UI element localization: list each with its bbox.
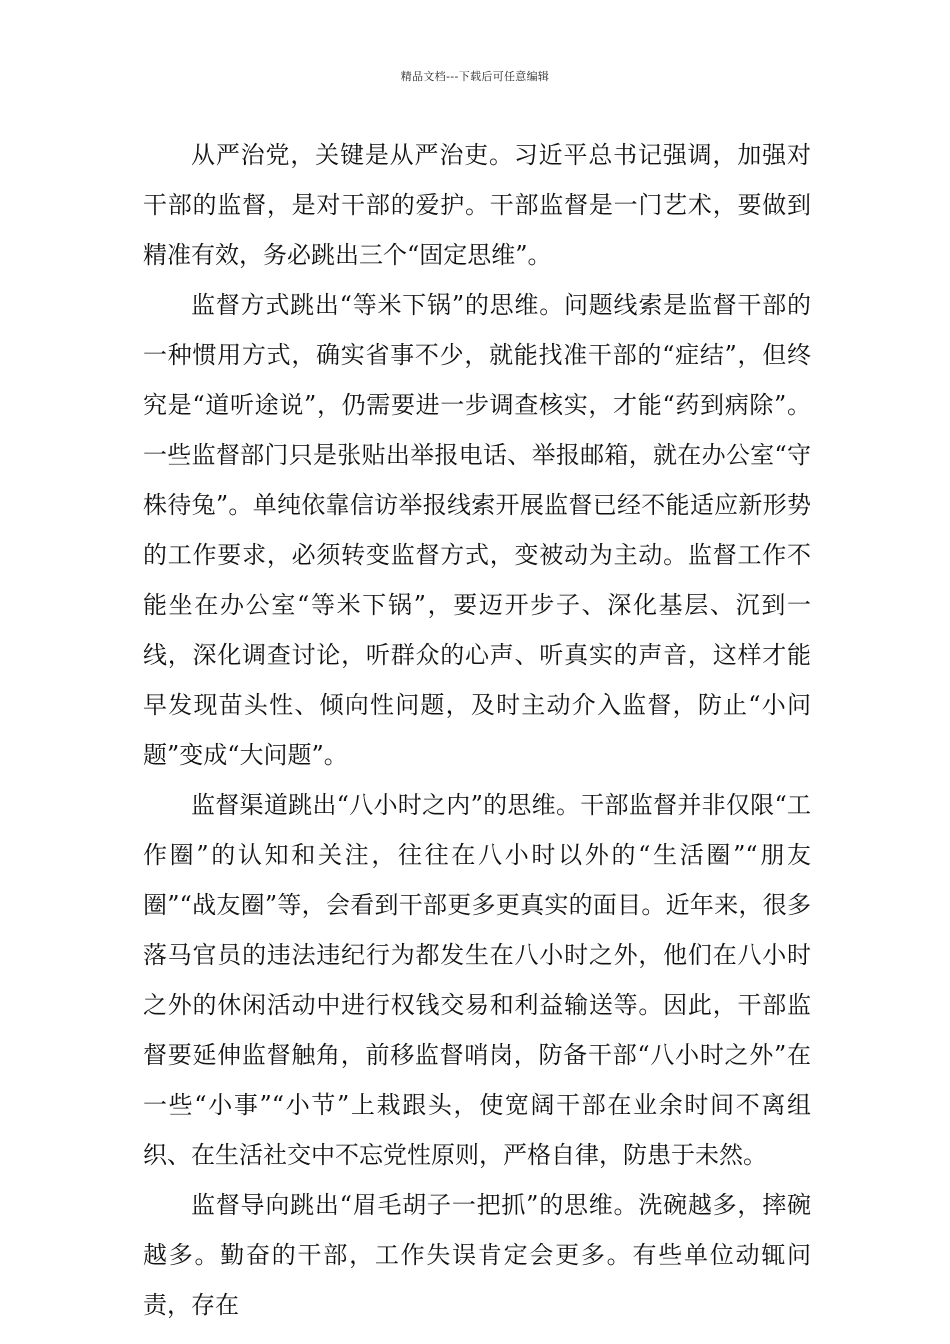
paragraph-supervision-orientation: 监督导向跳出“眉毛胡子一把抓”的思维。洗碗越多，摔碗越多。勤奋的干部，工作失误肯定会更多。有些单位动辄问责，存在 (143, 1191, 811, 1319)
paragraph-supervision-method: 监督方式跳出“等米下锅”的思维。问题线索是监督干部的一种惯用方式，确实省事不少，就能找准干部的“症结”，但终究是“道听途说”，仍需要进一步调查核实，才能“药到病除”。一些监督部门只是张贴出举报电话、举报邮箱，就在办公室“守株待兔”。单纯依靠信访举报线索开展监督已经不能适应新形势的工作要求，必须转变监督方式，变被动为主动。监督工作不能坐在办公室“等米下锅”，要迈开步子、深化基层、沉到一线，深化调查讨论，听群众的心声、听真实的声音，这样才能早发现苗头性、倾向性问题，及时主动介入监督，防止“小问题”变成“大问题”。 (143, 291, 811, 769)
paragraph-supervision-channel: 监督渠道跳出“八小时之内”的思维。干部监督并非仅限“工作圈”的认知和关注，往往在八小时以外的“生活圈”“朋友圈”“战友圈”等，会看到干部更多更真实的面目。近年来，很多落马官员的违法违纪行为都发生在八小时之外，他们在八小时之外的休闲活动中进行权钱交易和利益输送等。因此，干部监督要延伸监督触角，前移监督哨岗，防备干部“八小时之外”在一些“小事”“小节”上栽跟头，使宽阔干部在业余时间不离组织、在生活社交中不忘党性原则，严格自律，防患于未然。 (143, 791, 811, 1169)
document-body (143, 130, 811, 1330)
page-header: 精品文档---下载后可任意编辑 (400, 70, 550, 83)
paragraph-intro: 从严治党，关键是从严治吏。习近平总书记强调，加强对干部的监督，是对干部的爱护。干部监督是一门艺术，要做到精准有效，务必跳出三个“固定思维”。 (143, 141, 811, 269)
